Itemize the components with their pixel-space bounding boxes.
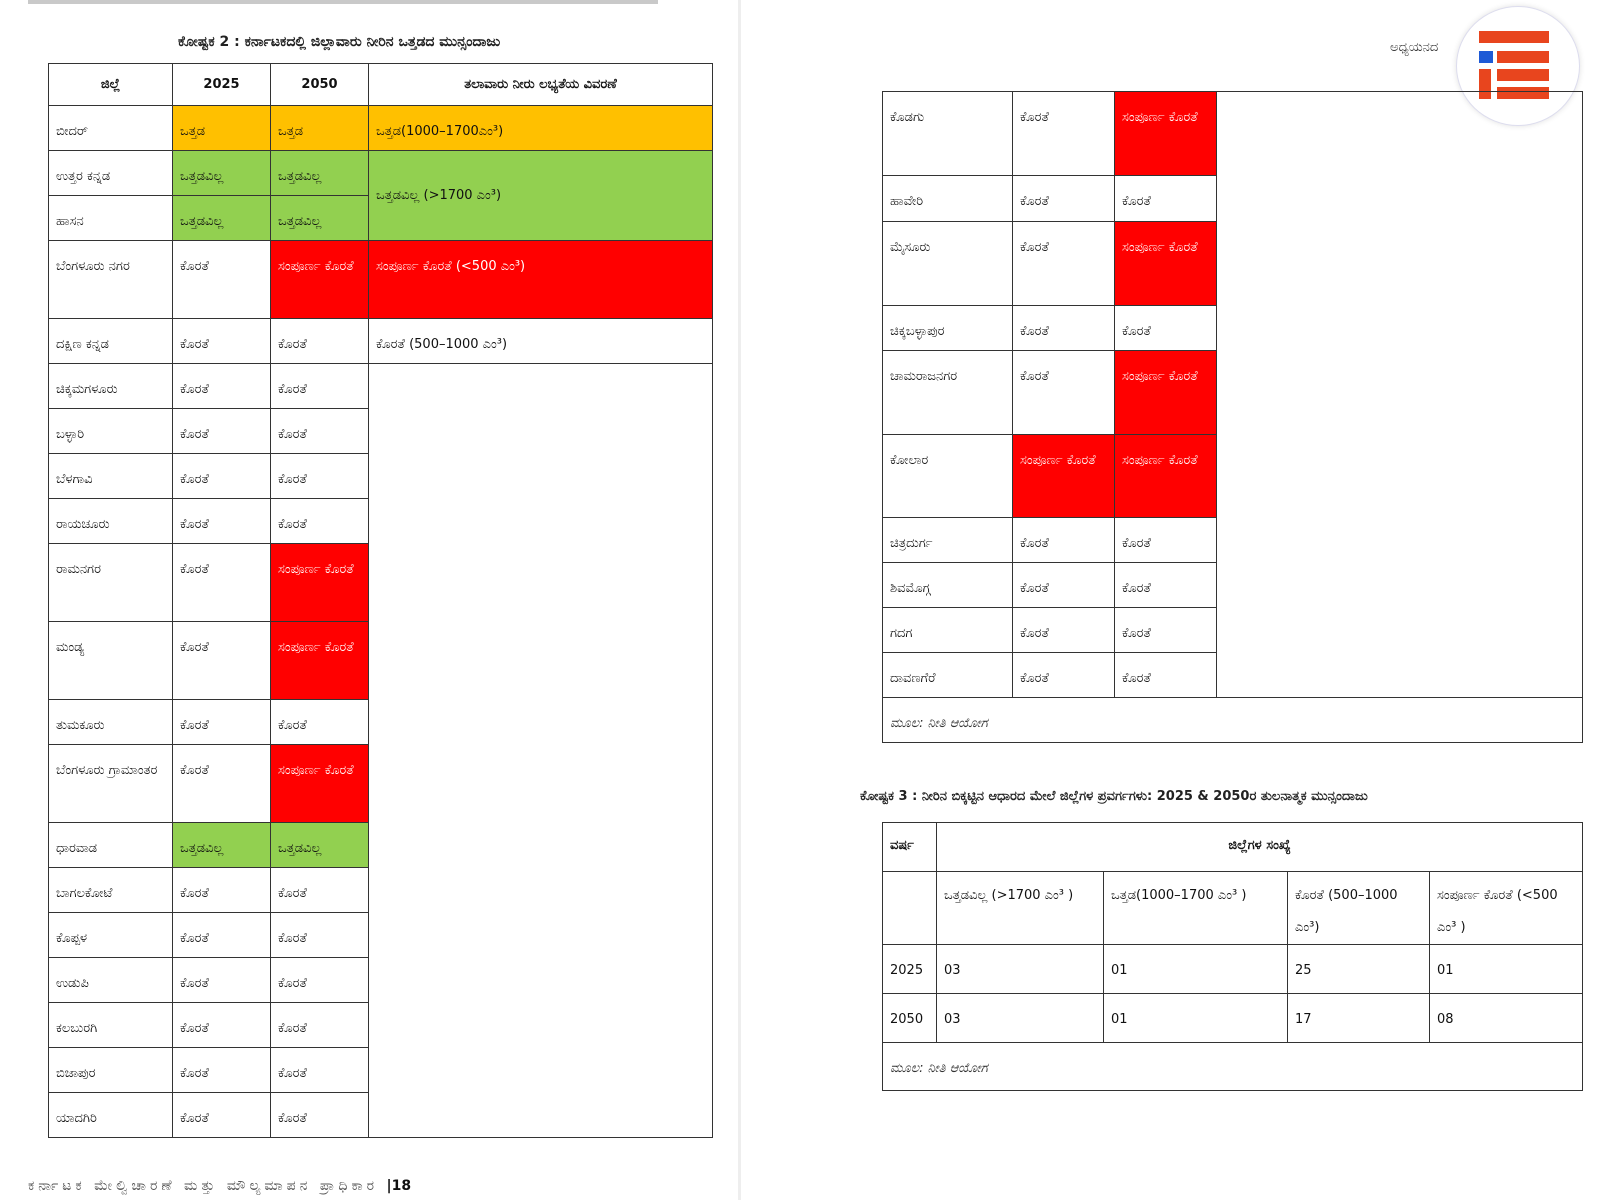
district-cell: ಉಡುಪಿ [49,958,173,1003]
count-cell: 01 [1104,994,1288,1043]
count-cell: 03 [937,994,1104,1043]
district-table-continued [882,91,1583,743]
district-cell: ಶಿವಮೊಗ್ಗ [883,563,1013,608]
district-cell: ಮಂಡ್ಯ [49,622,173,700]
district-cell: ಚಿಕ್ಕಮಗಳೂರು [49,364,173,409]
header-district-count: ಜಿಲ್ಲೆಗಳ ಸಂಖ್ಯೆ [937,823,1583,872]
status-cell-2050: ಕೊರತೆ [271,409,369,454]
district-cell: ಗದಗ [883,608,1013,653]
status-cell-2050: ಕೊರತೆ [271,958,369,1003]
status-cell-2050: ಕೊರತೆ [1115,608,1217,653]
status-cell-2050: ಸಂಪೂರ್ಣ ಕೊರತೆ [1115,435,1217,518]
status-cell-2050: ಸಂಪೂರ್ಣ ಕೊರತೆ [271,544,369,622]
category-absolute-scarcity: ಸಂಪೂರ್ಣ ಕೊರತೆ (<500 ಎಂ³ ) [1430,872,1583,945]
status-cell-2025: ಕೊರತೆ [1013,351,1115,435]
count-cell: 17 [1288,994,1430,1043]
status-cell-2050: ಕೊರತೆ [1115,176,1217,222]
footer-organization: ಕರ್ನಾಟಕ ಮೇಲ್ವಿಚಾರಣೆ ಮತ್ತು ಮೌಲ್ಯಮಾಪನ ಪ್ರಾಧಿಕಾರ [28,1178,379,1194]
page-number: 18 [391,1178,412,1194]
status-cell-2050: ಕೊರತೆ [271,1003,369,1048]
table2-caption: ಕೋಷ್ಟಕ 2 : ಕರ್ನಾಟಕದಲ್ಲಿ ಜಿಲ್ಲಾವಾರು ನೀರಿನ ಒತ್ತಡದ ಮುನ್ಸಂದಾಜು [178,34,501,50]
status-cell-2025: ಕೊರತೆ [173,913,271,958]
district-cell: ಹಾವೇರಿ [883,176,1013,222]
table-row [49,151,713,196]
category-no-stress: ಒತ್ತಡವಿಲ್ಲ (>1700 ಎಂ³ ) [937,872,1104,945]
district-cell: ಚಾಮರಾಜನಗರ [883,351,1013,435]
header-district: ಜಿಲ್ಲೆ [49,64,173,106]
status-cell-2025: ಕೊರತೆ [1013,92,1115,176]
status-cell-2025: ಕೊರತೆ [173,1048,271,1093]
status-cell-2050: ಒತ್ತಡವಿಲ್ಲ [271,823,369,868]
header-year: ವರ್ಷ [883,823,937,872]
status-cell-2050: ಕೊರತೆ [1115,306,1217,351]
district-cell: ಚಿಕ್ಕಬಳ್ಳಾಪುರ [883,306,1013,351]
table-row [883,92,1583,176]
status-cell-2025: ಕೊರತೆ [1013,608,1115,653]
status-cell-2050: ಸಂಪೂರ್ಣ ಕೊರತೆ [271,622,369,700]
header-description: ತಲಾವಾರು ನೀರು ಲಭ್ಯತೆಯ ವಿವರಣೆ [369,64,713,106]
status-cell-2050: ಕೊರತೆ [1115,518,1217,563]
count-cell: 01 [1104,945,1288,994]
category-stress: ಒತ್ತಡ(1000–1700 ಎಂ³ ) [1104,872,1288,945]
status-cell-2050: ಕೊರತೆ [271,1093,369,1138]
header-2025: 2025 [173,64,271,106]
table-header-row [883,823,1583,872]
status-cell-2025: ಕೊರತೆ [173,700,271,745]
district-cell: ಬೆಂಗಳೂರು ಗ್ರಾಮಾಂತರ [49,745,173,823]
status-cell-2050: ಒತ್ತಡವಿಲ್ಲ [271,196,369,241]
legend-stress: ಒತ್ತಡ(1000–1700ಎಂ³) [369,106,713,151]
status-cell-2025: ಒತ್ತಡವಿಲ್ಲ [173,196,271,241]
category-scarcity: ಕೊರತೆ (500–1000 ಎಂ³) [1288,872,1430,945]
page-footer: ಕರ್ನಾಟಕ ಮೇಲ್ವಿಚಾರಣೆ ಮತ್ತು ಮೌಲ್ಯಮಾಪನ ಪ್ರಾಧಿಕಾರ |18 [28,1178,412,1194]
empty-description-cell [1217,92,1583,698]
district-cell: ಬೆಂಗಳೂರು ನಗರ [49,241,173,319]
table2-source: ಮೂಲ: ನೀತಿ ಆಯೋಗ [883,698,1583,743]
district-cell: ರಾಮನಗರ [49,544,173,622]
district-cell: ಮೈಸೂರು [883,222,1013,306]
status-cell-2025: ಒತ್ತಡ [173,106,271,151]
status-cell-2050: ಕೊರತೆ [271,364,369,409]
status-cell-2025: ಕೊರತೆ [1013,222,1115,306]
status-cell-2050: ಸಂಪೂರ್ಣ ಕೊರತೆ [1115,351,1217,435]
count-cell: 08 [1430,994,1583,1043]
status-cell-2025: ಕೊರತೆ [173,409,271,454]
status-cell-2025: ಕೊರತೆ [173,1093,271,1138]
year-cell: 2025 [883,945,937,994]
district-category-summary-table [882,822,1583,1091]
status-cell-2050: ಸಂಪೂರ್ಣ ಕೊರತೆ [271,745,369,823]
status-cell-2050: ಕೊರತೆ [271,868,369,913]
district-cell: ದಾವಣಗೆರೆ [883,653,1013,698]
status-cell-2025: ಕೊರತೆ [173,454,271,499]
district-cell: ಕಲಬುರಗಿ [49,1003,173,1048]
legend-absolute-scarcity: ಸಂಪೂರ್ಣ ಕೊರತೆ (<500 ಎಂ³) [369,241,713,319]
table-header-row [49,64,713,106]
table-row [49,319,713,364]
status-cell-2050: ಕೊರತೆ [271,700,369,745]
empty-description-cell [369,364,713,1138]
status-cell-2025: ಕೊರತೆ [1013,306,1115,351]
status-cell-2050: ಕೊರತೆ [271,913,369,958]
district-cell: ಬೆಳಗಾವಿ [49,454,173,499]
status-cell-2050: ಸಂಪೂರ್ಣ ಕೊರತೆ [271,241,369,319]
table3-caption: ಕೋಷ್ಟಕ 3 : ನೀರಿನ ಬಿಕ್ಕಟ್ಟಿನ ಆಧಾರದ ಮೇಲೆ ಜಿಲ್ಲೆಗಳ ಪ್ರವರ್ಗಗಳು: 2025 & 2050ರ ತುಲನಾತ್ಮಕ ಮುನ್ಸಂದಾಜು [860,789,1368,804]
district-cell: ದಕ್ಷಿಣ ಕನ್ನಡ [49,319,173,364]
table3-source: ಮೂಲ: ನೀತಿ ಆಯೋಗ [883,1043,1583,1091]
status-cell-2025: ಕೊರತೆ [1013,563,1115,608]
status-cell-2025: ಕೊರತೆ [173,319,271,364]
district-cell: ಕೊಡಗು [883,92,1013,176]
table-row [883,945,1583,994]
district-cell: ಕೊಪ್ಪಳ [49,913,173,958]
status-cell-2050: ಸಂಪೂರ್ಣ ಕೊರತೆ [1115,222,1217,306]
status-cell-2025: ಕೊರತೆ [1013,176,1115,222]
status-cell-2025: ಕೊರತೆ [173,364,271,409]
status-cell-2025: ಕೊರತೆ [173,1003,271,1048]
table-source-row [883,1043,1583,1091]
status-cell-2025: ಕೊರತೆ [173,868,271,913]
district-cell: ಬಿಜಾಪುರ [49,1048,173,1093]
status-cell-2025: ಕೊರತೆ [1013,518,1115,563]
status-cell-2025: ಕೊರತೆ [173,622,271,700]
district-cell: ರಾಯಚೂರು [49,499,173,544]
status-cell-2050: ಕೊರತೆ [271,319,369,364]
table-row [49,241,713,319]
status-cell-2025: ಕೊರತೆ [173,958,271,1003]
status-cell-2050: ಕೊರತೆ [271,1048,369,1093]
count-cell: 25 [1288,945,1430,994]
empty-cell [883,872,937,945]
district-cell: ಬಳ್ಳಾರಿ [49,409,173,454]
table-row [49,106,713,151]
table-source-row [883,698,1583,743]
table-subheader-row [883,872,1583,945]
running-header-text: ಅಧ್ಯಯನದ [1390,40,1439,55]
count-cell: 01 [1430,945,1583,994]
status-cell-2025: ಒತ್ತಡವಿಲ್ಲ [173,823,271,868]
district-cell: ಉತ್ತರ ಕನ್ನಡ [49,151,173,196]
district-cell: ಹಾಸನ [49,196,173,241]
year-cell: 2050 [883,994,937,1043]
status-cell-2050: ಕೊರತೆ [271,454,369,499]
table-row [49,364,713,409]
district-cell: ಯಾದಗಿರಿ [49,1093,173,1138]
status-cell-2025: ಒತ್ತಡವಿಲ್ಲ [173,151,271,196]
district-cell: ಕೋಲಾರ [883,435,1013,518]
status-cell-2050: ಒತ್ತಡವಿಲ್ಲ [271,151,369,196]
status-cell-2050: ಒತ್ತಡ [271,106,369,151]
district-cell: ಧಾರವಾಡ [49,823,173,868]
district-cell: ತುಮಕೂರು [49,700,173,745]
cut-off-text-line [28,0,658,4]
count-cell: 03 [937,945,1104,994]
status-cell-2050: ಸಂಪೂರ್ಣ ಕೊರತೆ [1115,92,1217,176]
table-row [883,994,1583,1043]
header-2050: 2050 [271,64,369,106]
legend-scarcity: ಕೊರತೆ (500–1000 ಎಂ³) [369,319,713,364]
status-cell-2050: ಕೊರತೆ [271,499,369,544]
status-cell-2025: ಕೊರತೆ [1013,653,1115,698]
district-cell: ಚಿತ್ರದುರ್ಗ [883,518,1013,563]
district-cell: ಬಾಗಲಕೋಟೆ [49,868,173,913]
legend-no-stress: ಒತ್ತಡವಿಲ್ಲ (>1700 ಎಂ³) [369,151,713,241]
status-cell-2025: ಕೊರತೆ [173,745,271,823]
status-cell-2025: ಕೊರತೆ [173,499,271,544]
status-cell-2025: ಸಂಪೂರ್ಣ ಕೊರತೆ [1013,435,1115,518]
district-water-stress-table [48,63,713,1138]
status-cell-2050: ಕೊರತೆ [1115,653,1217,698]
district-cell: ಬೀದರ್ [49,106,173,151]
status-cell-2025: ಕೊರತೆ [173,544,271,622]
status-cell-2025: ಕೊರತೆ [173,241,271,319]
status-cell-2050: ಕೊರತೆ [1115,563,1217,608]
